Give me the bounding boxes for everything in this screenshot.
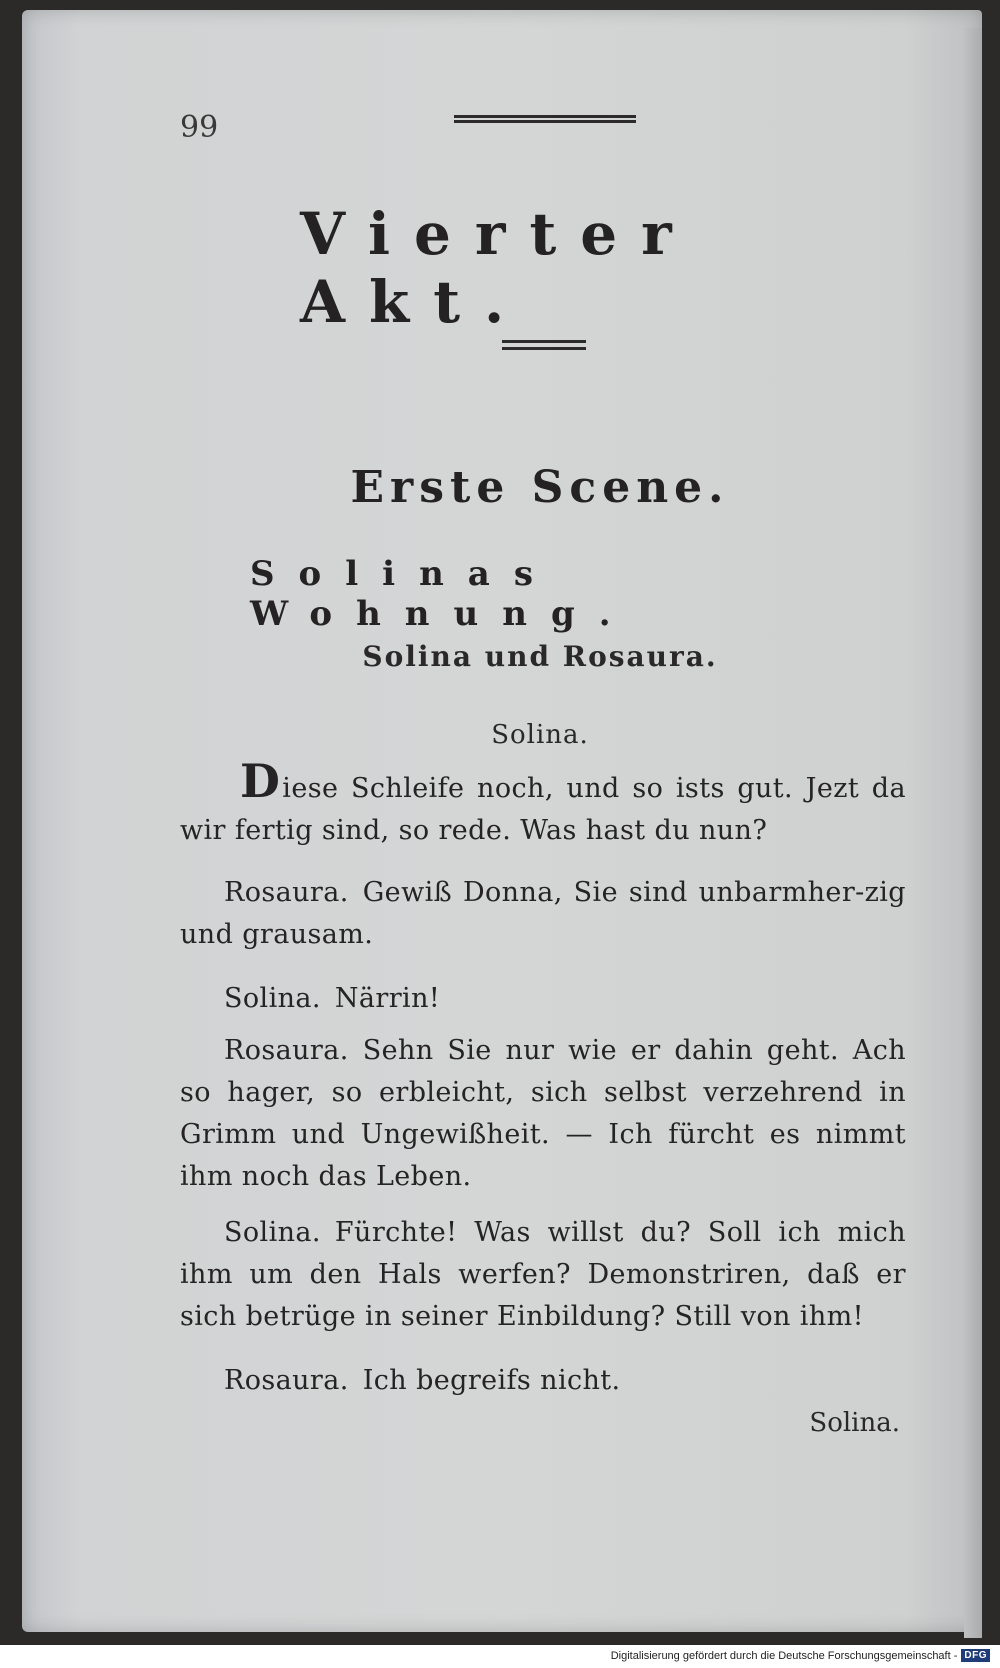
speaker-name: Solina. bbox=[224, 983, 321, 1014]
dialogue-paragraph bbox=[180, 754, 906, 852]
act-title: Vierter Akt. bbox=[300, 200, 696, 336]
dialogue-paragraph bbox=[180, 978, 906, 1020]
persons-list: Solina und Rosaura. bbox=[362, 640, 718, 673]
dialogue-text: Närrin! bbox=[334, 983, 441, 1014]
header-rule bbox=[454, 115, 636, 123]
dialogue-text: iese Schleife noch, und so ists gut. Jezt da wir fertig sind, so rede. Was hast du nun? bbox=[180, 773, 906, 846]
drop-cap: D bbox=[240, 754, 281, 808]
dialogue-text: Gewiß Donna, Sie sind unbarmher-zig und grausam. bbox=[180, 877, 906, 950]
scene-location: Solinas Wohnung. bbox=[250, 554, 635, 634]
dialogue-paragraph bbox=[180, 1360, 906, 1402]
dialogue-text: Fürchte! Was willst du? Soll ich mich ihm um den Hals werfen? Demonstriren, daß er sich betrüge in seiner Einbildung? Still von ihm! bbox=[180, 1217, 906, 1332]
first-speaker: Solina. bbox=[491, 720, 589, 750]
dfg-logo-icon: DFG bbox=[961, 1649, 990, 1662]
dialogue-text: Sehn Sie nur wie er dahin geht. Ach so hager, so erbleicht, sich selbst verzehrend in Grimm und Ungewißheit. — Ich fürcht es nimmt ihm noch das Leben. bbox=[180, 1035, 906, 1192]
dialogue-paragraph bbox=[180, 1030, 906, 1198]
scene-title: Erste Scene. bbox=[350, 462, 730, 513]
speaker-name: Rosaura. bbox=[224, 1365, 349, 1396]
dialogue-paragraph bbox=[180, 1212, 906, 1338]
page-number: 99 bbox=[180, 110, 219, 145]
dialogue-text: Ich begreifs nicht. bbox=[362, 1365, 621, 1396]
footer bbox=[611, 1649, 990, 1662]
show-through-text bbox=[180, 170, 188, 198]
speaker-name: Rosaura. bbox=[224, 1035, 349, 1066]
dialogue-paragraph bbox=[180, 872, 906, 956]
speaker-name: Solina. bbox=[224, 1217, 321, 1248]
catchword: Solina. bbox=[809, 1408, 900, 1438]
footer-text: Digitalisierung gefördert durch die Deutsche Forschungsgemeinschaft - bbox=[610, 1649, 958, 1662]
speaker-name: Rosaura. bbox=[224, 877, 349, 908]
page-edge bbox=[964, 28, 982, 1638]
title-rule bbox=[502, 340, 586, 350]
